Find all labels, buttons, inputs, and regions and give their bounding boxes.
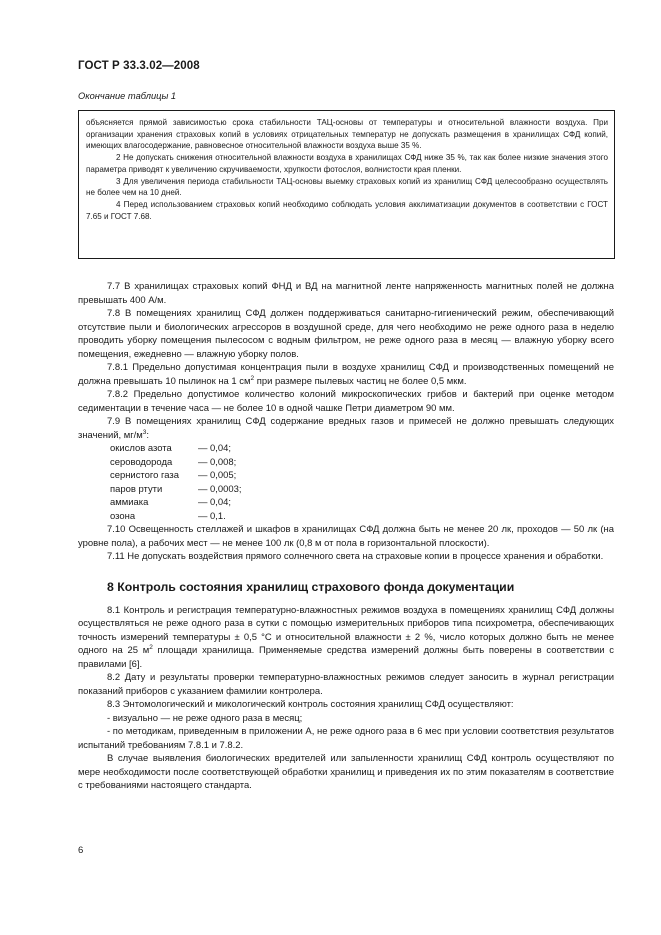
clause-7-8: 7.8 В помещениях хранилищ СФД должен поддерживаться санитарно-гигиенический режим, обеспечивающий отсутствие пыли и биологических агрессоров в воздушной среде, для чего необходимо не реже одного раза в неделю проводить уборку помещения пылесосом с водным фильтром, не реже одного раза в месяц — влажную уборку всего помещения, ежедневно — влажную уборку полов.	[78, 308, 614, 360]
clause-8-3-item-b: - по методикам, приведенным в приложении А, не реже одного раза в 6 мес при условии соответствия результатов испытаний требованиям 7.8.1 и 7.8.2.	[78, 726, 614, 751]
gas-name: окислов азота	[110, 443, 172, 454]
superscript: 2	[149, 644, 153, 651]
clause-7-10: 7.10 Освещенность стеллажей и шкафов в хранилищах СФД должна быть не менее 20 лк, проходов — 50 лк (на уровне пола), а рабочих мест — не менее 100 лк (0,8 м от пола в горизонтальной плоскости).	[78, 524, 614, 549]
clause-8-3: 8.3 Энтомологический и микологический контроль состояния хранилищ СФД осуществляют:	[107, 699, 514, 710]
clause-7-8-1	[78, 361, 614, 388]
gas-value: — 0,1.	[198, 510, 226, 522]
gas-value: — 0,008;	[198, 456, 237, 468]
note-4: 4 Перед использованием страховых копий необходимо соблюдать условия акклиматизации документов в соответствии с ГОСТ 7.65 и ГОСТ 7.68.	[86, 199, 608, 221]
list-item	[110, 469, 614, 483]
list-item	[110, 456, 614, 470]
superscript: 2	[250, 374, 255, 382]
gas-name: озона	[110, 510, 136, 522]
gas-name: аммиака	[110, 497, 149, 508]
gas-value: — 0,04;	[198, 497, 232, 508]
clause-7-11: 7.11 Не допускать воздействия прямого солнечного света на страховые копии в процессе хранения и обработки.	[107, 551, 604, 562]
gas-name: сернистого газа	[110, 470, 179, 481]
section-8-title: 8 Контроль состояния хранилищ страхового фонда документации	[107, 579, 515, 594]
clause-8-3-item-a: - визуально — не реже одного раза в месяц;	[107, 712, 303, 724]
clause-7-9	[78, 415, 614, 442]
clause-7-8-1-text-end: при размере пылевых частиц не более 0,5 мкм.	[254, 375, 467, 387]
clause-7-9-text: 7.9 В помещениях хранилищ СФД содержание вредных газов и примесей не должно превышать следующих значений, мг/м	[78, 416, 614, 441]
clause-8-3-closing: В случае выявления биологических вредителей или запыленности хранилищ СФД контроль осуществляют по мере необходимости после соответствующей обработки хранилищ и приведения их по этим показателям в соответствие с требованиями настоящего стандарта.	[78, 753, 614, 791]
gas-name: сероводорода	[110, 456, 173, 468]
note-3: 3 Для увеличения периода стабильности ТАЦ-основы выемку страховых копий из хранилищ СФД целесообразно осуществлять не более чем на 10 дней.	[86, 176, 608, 198]
list-item	[110, 483, 614, 497]
list-item	[110, 510, 614, 524]
list-item	[110, 496, 614, 510]
superscript: 3	[142, 428, 147, 436]
note-2: 2 Не допускать снижения относительной влажности воздуха в хранилищах СФД ниже 35 %, так как более низкие значения этого параметра приводят к увеличению скручиваемости, хрупкости фотослоя, волнистости края пленки.	[86, 153, 608, 174]
gas-limits-list	[110, 442, 614, 523]
table-caption: Окончание таблицы 1	[78, 91, 177, 101]
clause-8-1-text: 8.1 Контроль и регистрация температурно-влажностных режимов воздуха в помещениях хранилищ СФД должны осуществляться не реже одного раза в сутки с помощью измерительных приборов типа психрометра, обеспечивающих точность измерений температуры ± 0,5 °С и относительной влажности ± 2 %, число которых должно быть не менее одного на 25 м	[78, 604, 614, 656]
gas-value: — 0,0003;	[198, 483, 242, 495]
main-text	[78, 280, 614, 793]
clause-8-2: 8.2 Дату и результаты проверки температурно-влажностных режимов следует заносить в журнал регистрации показаний приборов с указанием фамилии контролера.	[78, 672, 614, 697]
clause-7-7: 7.7 В хранилищах страховых копий ФНД и ВД на магнитной ленте напряженность магнитных полей не должна превышать 400 А/м.	[78, 281, 614, 306]
gas-value: — 0,005;	[198, 470, 237, 481]
gas-name: паров ртути	[110, 483, 163, 495]
page-number: 6	[78, 845, 84, 856]
clause-7-9-colon: :	[146, 429, 150, 441]
clause-7-8-1-text: 7.8.1 Предельно допустимая концентрация пыли в воздухе хранилищ СФД и производственных помещений не должна превышать 10 пылинок на 1 см	[78, 362, 614, 387]
clause-8-1	[78, 604, 614, 672]
gas-value: — 0,04;	[198, 443, 232, 454]
list-item	[110, 442, 614, 456]
document-header: ГОСТ Р 33.3.02—2008	[78, 60, 200, 72]
table-notes-box	[78, 110, 615, 259]
clause-7-8-2: 7.8.2 Предельно допустимое количество колоний микроскопических грибов и бактерий при оценке методом седиментации в течение часа — не более 10 в одной чашке Петри диаметром 90 мм.	[78, 389, 614, 414]
note-continuation: объясняется прямой зависимостью срока стабильности ТАЦ-основы от температуры и относительной влажности воздуха. При организации хранения страховых копий в условиях отрицательных температур не допускать размещения в хранилищах СФД копий, имеющих влагосодержание, равновесное относительной влажности воздуха выше 35 %.	[86, 118, 608, 151]
clause-8-1-text-end: площади хранилища. Применяемые средства измерений должны быть поверены в соответствии с правилами [6].	[78, 645, 614, 670]
